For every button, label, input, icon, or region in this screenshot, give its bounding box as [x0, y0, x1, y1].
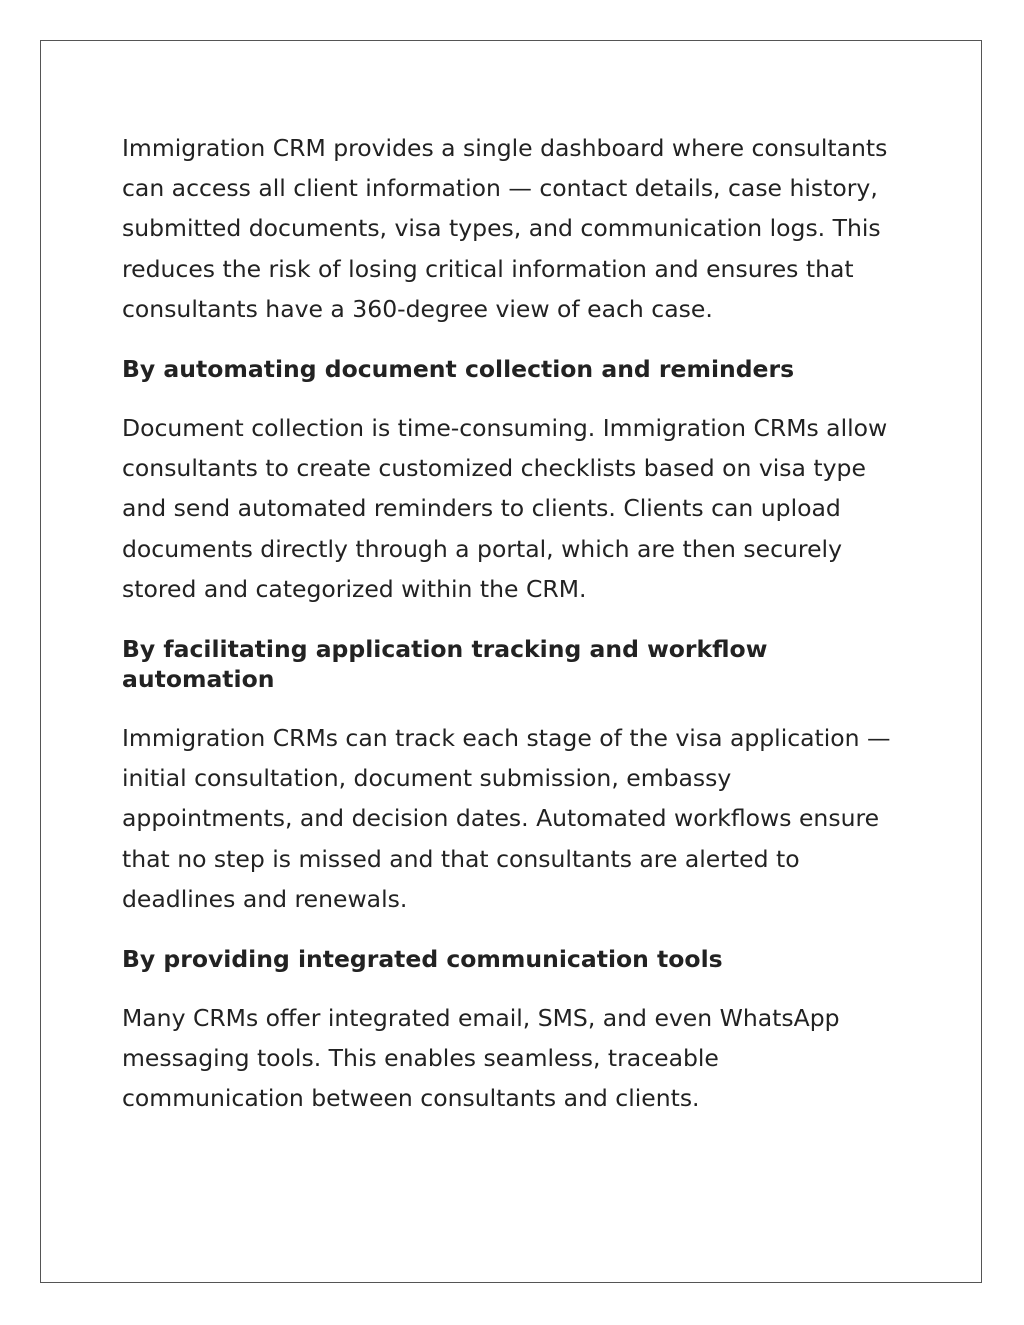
- heading-document-collection: By automating document collection and reminders: [122, 355, 795, 384]
- document-body: [122, 128, 907, 1119]
- heading-application-tracking: By facilitating application tracking and workflow automation: [122, 635, 768, 694]
- paragraph-communication-tools: Many CRMs offer integrated email, SMS, and even WhatsApp messaging tools. This enables seamless, traceable communication between consultants and clients.: [122, 1004, 840, 1113]
- paragraph-dashboard: Immigration CRM provides a single dashboard where consultants can access all client information — contact details, case history, submitted documents, visa types, and communication logs. This reduces the risk of losing critical information and ensures that consultants have a 360-degree view of each case.: [122, 134, 888, 323]
- heading-communication-tools: By providing integrated communication tools: [122, 945, 723, 974]
- paragraph-document-collection: Document collection is time-consuming. Immigration CRMs allow consultants to create customized checklists based on visa type and send automated reminders to clients. Clients can upload documents directly through a portal, which are then securely stored and categorized within the CRM.: [122, 414, 888, 603]
- page-frame: [40, 40, 982, 1283]
- paragraph-application-tracking: Immigration CRMs can track each stage of the visa application — initial consultation, document submission, embassy appointments, and decision dates. Automated workflows ensure that no step is missed and that consultants are alerted to deadlines and renewals.: [122, 724, 891, 913]
